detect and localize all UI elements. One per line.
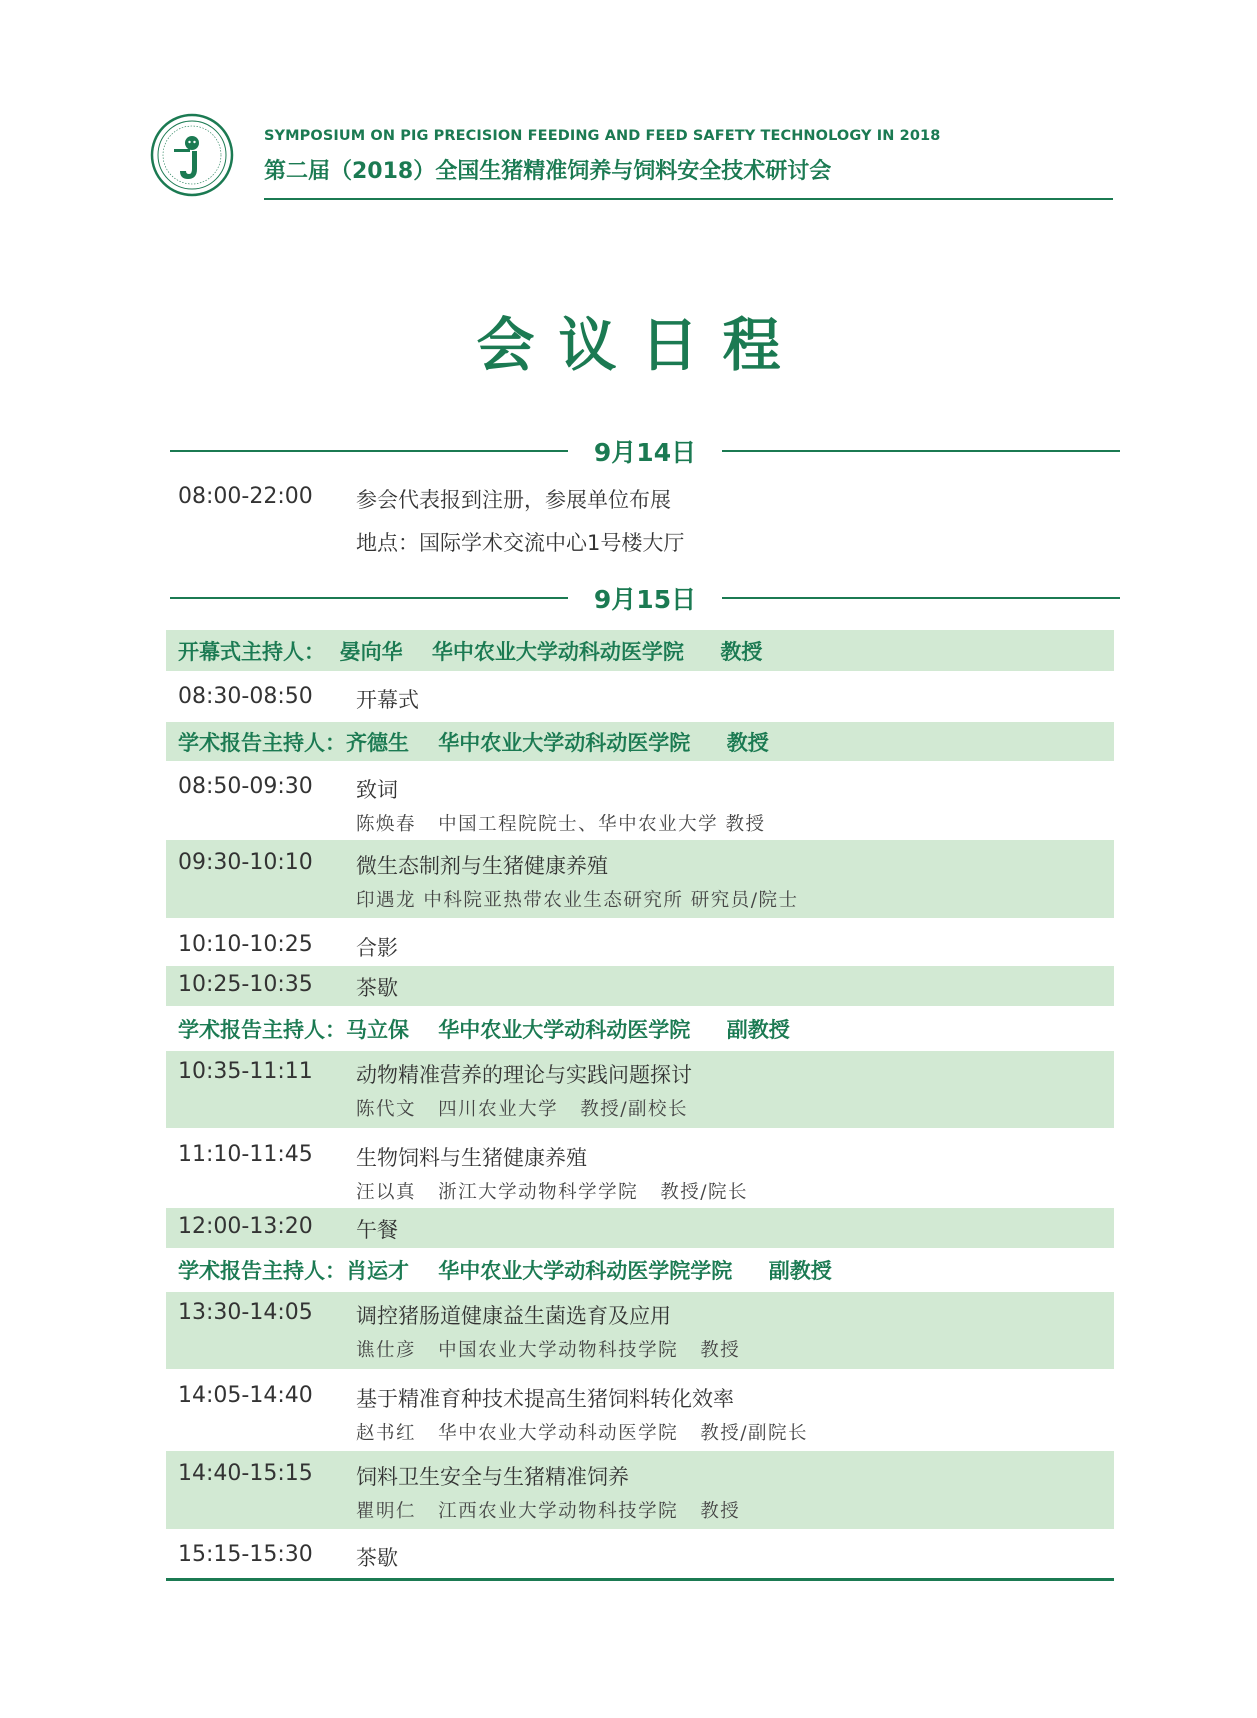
table-row xyxy=(166,484,1114,557)
table-row xyxy=(166,671,1114,722)
header-divider xyxy=(264,198,1113,200)
time-cell: 11:10-11:45 xyxy=(178,1142,313,1167)
time-cell: 13:30-14:05 xyxy=(178,1300,313,1325)
time-cell: 09:30-10:10 xyxy=(178,850,313,875)
item-title: 调控猪肠道健康益生菌选育及应用 xyxy=(356,1304,671,1328)
host-text: 学术报告主持人：肖运才 华中农业大学动科动医学院学院 副教授 xyxy=(178,1259,832,1283)
host-row xyxy=(166,630,1114,671)
table-row xyxy=(166,761,1114,840)
speaker-line: 陈焕春 中国工程院院士、华中农业大学 教授 xyxy=(356,814,766,835)
table-row xyxy=(166,966,1114,1006)
host-row xyxy=(166,1248,1114,1292)
item-title: 饲料卫生安全与生猪精准饲养 xyxy=(356,1465,629,1489)
host-text: 学术报告主持人：齐德生 华中农业大学动科动医学院 教授 xyxy=(178,730,769,755)
speaker-line: 赵书红 华中农业大学动科动医学院 教授/副院长 xyxy=(356,1423,809,1444)
speaker-line: 谯仕彦 中国农业大学动物科技学院 教授 xyxy=(356,1340,741,1361)
page-title: 会议日程 xyxy=(476,311,805,379)
time-cell: 10:10-10:25 xyxy=(178,932,313,957)
item-title: 午餐 xyxy=(356,1218,398,1242)
schedule-day-1 xyxy=(166,484,1114,557)
time-cell: 08:30-08:50 xyxy=(178,684,313,709)
time-cell: 08:50-09:30 xyxy=(178,774,313,799)
schedule-day-2 xyxy=(166,630,1114,1576)
table-row xyxy=(166,1451,1114,1529)
item-title: 基于精准育种技术提高生猪饲料转化效率 xyxy=(356,1387,734,1411)
host-row xyxy=(166,1006,1114,1051)
table-row xyxy=(166,918,1114,966)
item-title: 致词 xyxy=(356,778,398,802)
symposium-logo-icon xyxy=(150,113,234,197)
item-title: 茶歇 xyxy=(356,1546,398,1570)
date-label: 9月14日 xyxy=(593,438,697,467)
time-cell: 14:05-14:40 xyxy=(178,1383,313,1408)
host-text: 学术报告主持人：马立保 华中农业大学动科动医学院 副教授 xyxy=(178,1017,790,1042)
item-location: 地点：国际学术交流中心1号楼大厅 xyxy=(356,531,685,555)
item-title: 微生态制剂与生猪健康养殖 xyxy=(356,854,608,878)
speaker-line: 陈代文 四川农业大学 教授/副校长 xyxy=(356,1099,689,1120)
item-title: 茶歇 xyxy=(356,976,398,1000)
date-heading-sep14 xyxy=(170,434,1120,468)
speaker-line: 汪以真 浙江大学动物科学学院 教授/院长 xyxy=(356,1182,749,1203)
host-text: 开幕式主持人： 晏向华 华中农业大学动科动医学院 教授 xyxy=(178,639,763,664)
item-title: 动物精准营养的理论与实践问题探讨 xyxy=(356,1063,692,1087)
table-row xyxy=(166,1529,1114,1576)
time-cell: 15:15-15:30 xyxy=(178,1542,313,1567)
header-title-en: SYMPOSIUM ON PIG PRECISION FEEDING AND FEED SAFETY TECHNOLOGY IN 2018 xyxy=(264,128,941,144)
table-row xyxy=(166,1208,1114,1248)
item-title: 合影 xyxy=(356,936,398,960)
table-row xyxy=(166,1369,1114,1451)
time-cell: 12:00-13:20 xyxy=(178,1214,313,1239)
time-cell: 10:35-11:11 xyxy=(178,1059,313,1084)
time-cell: 08:00-22:00 xyxy=(178,484,313,509)
bottom-divider xyxy=(166,1578,1114,1581)
host-row xyxy=(166,722,1114,761)
table-row xyxy=(166,1128,1114,1208)
time-cell: 14:40-15:15 xyxy=(178,1461,313,1486)
date-label: 9月15日 xyxy=(593,585,697,614)
speaker-line: 印遇龙 中科院亚热带农业生态研究所 研究员/院士 xyxy=(356,890,799,911)
table-row xyxy=(166,1051,1114,1128)
header-title-cn: 第二届（2018）全国生猪精准饲养与饲料安全技术研讨会 xyxy=(264,159,832,184)
item-title: 参会代表报到注册，参展单位布展 xyxy=(356,488,671,512)
date-heading-sep15 xyxy=(170,581,1120,615)
speaker-line: 瞿明仁 江西农业大学动物科技学院 教授 xyxy=(356,1501,741,1522)
table-row xyxy=(166,1292,1114,1369)
item-title: 生物饲料与生猪健康养殖 xyxy=(356,1146,587,1170)
time-cell: 10:25-10:35 xyxy=(178,972,313,997)
item-title: 开幕式 xyxy=(356,688,419,712)
table-row xyxy=(166,840,1114,918)
